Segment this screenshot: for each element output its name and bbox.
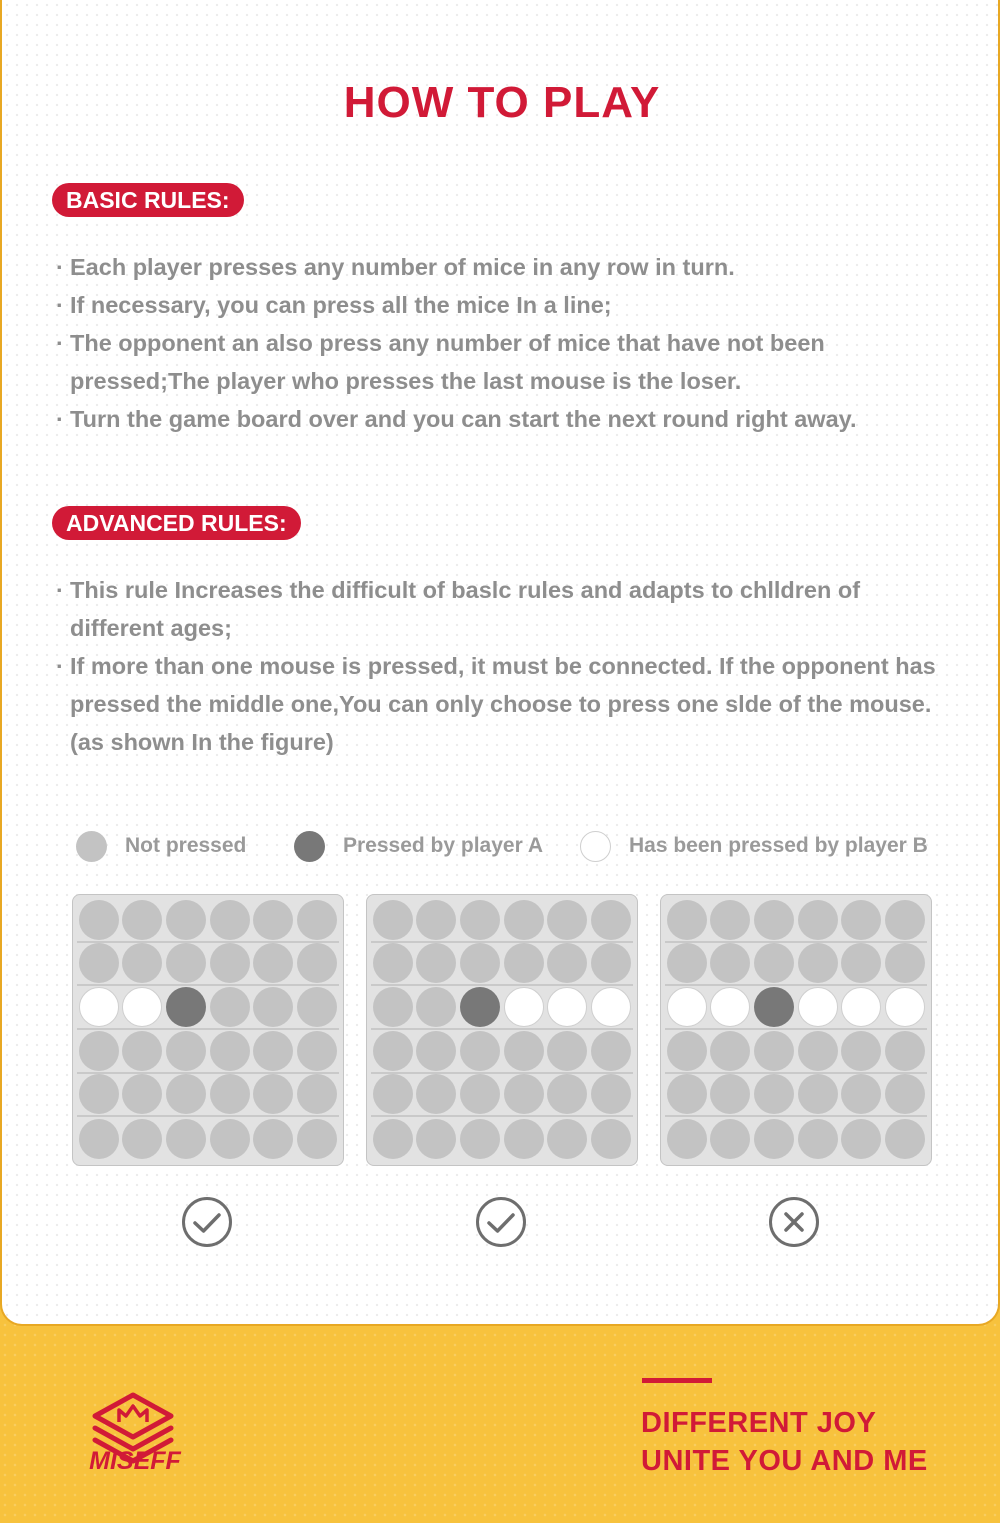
- mouse-button-not: [754, 943, 794, 983]
- mouse-button-not: [754, 900, 794, 940]
- board-cell: [752, 899, 796, 943]
- mouse-button-not: [373, 1031, 413, 1071]
- board-cell: [121, 1074, 165, 1118]
- board-cell: [121, 1117, 165, 1161]
- mouse-button-not: [460, 1031, 500, 1071]
- mouse-button-not: [122, 1031, 162, 1071]
- check-circle-icon: [475, 1196, 527, 1248]
- mouse-button-not: [460, 943, 500, 983]
- mouse-button-a: [460, 987, 500, 1027]
- board-cell: [589, 899, 633, 943]
- board-cell: [252, 899, 296, 943]
- mouse-button-not: [798, 943, 838, 983]
- mouse-button-not: [253, 900, 293, 940]
- board-cell: [415, 1030, 459, 1074]
- board-cell: [77, 1074, 121, 1118]
- board-cell: [883, 1030, 927, 1074]
- mouse-button-not: [547, 1074, 587, 1114]
- mouse-button-not: [591, 900, 631, 940]
- board-cell: [665, 1030, 709, 1074]
- mouse-button-not: [885, 1031, 925, 1071]
- mouse-button-not: [253, 1074, 293, 1114]
- board-cell: [295, 986, 339, 1030]
- board-cell: [589, 1117, 633, 1161]
- board-cell: [546, 899, 590, 943]
- mouse-button-not: [460, 1074, 500, 1114]
- board-cell: [295, 943, 339, 987]
- mouse-button-not: [79, 900, 119, 940]
- mouse-button-not: [504, 900, 544, 940]
- board-cell: [164, 1117, 208, 1161]
- board-cell: [458, 986, 502, 1030]
- board-cell: [252, 1074, 296, 1118]
- board-cell: [752, 943, 796, 987]
- check-circle-icon: [181, 1196, 233, 1248]
- legend-player-b: [580, 830, 928, 862]
- legend-not-pressed: [76, 830, 246, 862]
- mouse-button-b: [547, 987, 587, 1027]
- board-cell: [840, 986, 884, 1030]
- mouse-button-not: [297, 1119, 337, 1159]
- board-cell: [796, 1074, 840, 1118]
- mouse-button-not: [210, 900, 250, 940]
- mouse-button-not: [667, 1119, 707, 1159]
- mouse-button-not: [754, 1119, 794, 1159]
- board-cell: [295, 1074, 339, 1118]
- board-cell: [502, 1117, 546, 1161]
- board-cell: [883, 986, 927, 1030]
- mouse-button-not: [798, 1074, 838, 1114]
- board-cell: [295, 899, 339, 943]
- mouse-button-not: [210, 1031, 250, 1071]
- board-cell: [709, 899, 753, 943]
- board-cell: [208, 943, 252, 987]
- board-cell: [371, 943, 415, 987]
- board-cell: [883, 1117, 927, 1161]
- board-cell: [752, 1074, 796, 1118]
- mouse-button-not: [373, 1074, 413, 1114]
- board-cell: [883, 943, 927, 987]
- mouse-button-not: [667, 1074, 707, 1114]
- mouse-button-not: [416, 943, 456, 983]
- board-cell: [77, 1030, 121, 1074]
- mouse-button-not: [166, 1074, 206, 1114]
- mouse-button-not: [416, 1119, 456, 1159]
- player-a-dot-icon: [294, 831, 325, 862]
- mouse-button-not: [253, 1031, 293, 1071]
- mouse-button-not: [253, 987, 293, 1027]
- mouse-button-not: [710, 1031, 750, 1071]
- board-cell: [752, 1030, 796, 1074]
- board-cell: [752, 986, 796, 1030]
- basic-rules-badge: BASIC RULES:: [52, 183, 244, 217]
- board-cell: [208, 1074, 252, 1118]
- mouse-button-not: [416, 987, 456, 1027]
- mouse-button-not: [710, 943, 750, 983]
- board-cell: [77, 899, 121, 943]
- legend-label: Has been pressed by player B: [629, 834, 928, 857]
- board-cell: [371, 1117, 415, 1161]
- basic-rules-list: [56, 248, 956, 438]
- mouse-button-not: [547, 1119, 587, 1159]
- mouse-button-a: [166, 987, 206, 1027]
- player-b-dot-icon: [580, 831, 611, 862]
- mouse-button-not: [547, 943, 587, 983]
- board-cell: [371, 1074, 415, 1118]
- board-cell: [883, 1074, 927, 1118]
- mouse-button-not: [297, 1031, 337, 1071]
- mouse-button-b: [667, 987, 707, 1027]
- example-board-1: [72, 894, 344, 1166]
- legend: [2, 830, 1000, 862]
- mouse-button-b: [841, 987, 881, 1027]
- mouse-button-not: [166, 900, 206, 940]
- legend-player-a: [294, 830, 543, 862]
- mouse-button-not: [79, 1074, 119, 1114]
- mouse-button-b: [885, 987, 925, 1027]
- board-cell: [665, 943, 709, 987]
- board-cell: [502, 943, 546, 987]
- board-cell: [840, 1117, 884, 1161]
- mouse-button-not: [885, 1074, 925, 1114]
- mouse-button-not: [122, 1074, 162, 1114]
- mouse-button-not: [798, 1119, 838, 1159]
- board-cell: [796, 1117, 840, 1161]
- board-cell: [208, 986, 252, 1030]
- mouse-button-not: [710, 1074, 750, 1114]
- board-cell: [546, 1030, 590, 1074]
- mouse-button-not: [591, 943, 631, 983]
- mouse-button-not: [798, 1031, 838, 1071]
- board-cell: [665, 1117, 709, 1161]
- mouse-button-not: [460, 900, 500, 940]
- mouse-button-not: [591, 1031, 631, 1071]
- mouse-button-not: [667, 1031, 707, 1071]
- board-cell: [371, 986, 415, 1030]
- mouse-button-not: [754, 1031, 794, 1071]
- brand-name: MISEFF: [89, 1447, 181, 1475]
- mouse-button-not: [122, 1119, 162, 1159]
- board-cell: [709, 986, 753, 1030]
- mouse-button-not: [841, 943, 881, 983]
- board-cell: [252, 1030, 296, 1074]
- mouse-button-not: [297, 987, 337, 1027]
- board-cell: [252, 1117, 296, 1161]
- board-cell: [164, 943, 208, 987]
- board-cell: [502, 1030, 546, 1074]
- mouse-button-not: [297, 943, 337, 983]
- board-cell: [840, 1074, 884, 1118]
- board-cell: [502, 899, 546, 943]
- mouse-button-not: [754, 1074, 794, 1114]
- mouse-button-not: [373, 987, 413, 1027]
- board-cell: [665, 899, 709, 943]
- board-cell: [665, 986, 709, 1030]
- board-cell: [709, 1030, 753, 1074]
- x-circle-icon: [768, 1196, 820, 1248]
- board-cell: [840, 1030, 884, 1074]
- slogan-line-1: DIFFERENT JOY: [641, 1407, 877, 1439]
- mouse-button-not: [373, 943, 413, 983]
- board-cell: [252, 986, 296, 1030]
- mouse-button-not: [841, 1074, 881, 1114]
- legend-label: Not pressed: [125, 834, 247, 857]
- board-cell: [164, 1074, 208, 1118]
- mouse-button-not: [79, 943, 119, 983]
- board-cell: [121, 943, 165, 987]
- board-cell: [458, 1074, 502, 1118]
- slogan-accent-bar: [642, 1378, 712, 1383]
- mouse-button-b: [504, 987, 544, 1027]
- mouse-button-not: [373, 1119, 413, 1159]
- board-cell: [589, 943, 633, 987]
- slogan-line-2: UNITE YOU AND ME: [641, 1445, 928, 1477]
- mouse-button-not: [504, 1074, 544, 1114]
- board-cell: [415, 1117, 459, 1161]
- mouse-button-not: [166, 943, 206, 983]
- mouse-button-not: [667, 900, 707, 940]
- board-cell: [208, 899, 252, 943]
- board-cell: [589, 1074, 633, 1118]
- board-cell: [458, 943, 502, 987]
- mouse-button-not: [504, 943, 544, 983]
- board-cell: [796, 899, 840, 943]
- mouse-button-not: [710, 1119, 750, 1159]
- mouse-button-a: [754, 987, 794, 1027]
- mouse-button-not: [416, 1074, 456, 1114]
- mouse-button-not: [885, 1119, 925, 1159]
- page-title: HOW TO PLAY: [343, 78, 661, 127]
- mouse-button-not: [297, 1074, 337, 1114]
- board-cell: [883, 899, 927, 943]
- board-cell: [371, 899, 415, 943]
- basic-rule-item: · Each player presses any number of mice in any row in turn.: [56, 248, 956, 286]
- mouse-button-not: [253, 1119, 293, 1159]
- mouse-button-not: [710, 900, 750, 940]
- mouse-button-not: [841, 900, 881, 940]
- mouse-button-b: [122, 987, 162, 1027]
- mouse-button-not: [667, 943, 707, 983]
- mouse-button-not: [460, 1119, 500, 1159]
- mouse-button-not: [798, 900, 838, 940]
- board-cell: [121, 986, 165, 1030]
- board-cell: [840, 899, 884, 943]
- mouse-button-not: [210, 1074, 250, 1114]
- board-cell: [752, 1117, 796, 1161]
- mouse-button-not: [416, 1031, 456, 1071]
- board-cell: [709, 943, 753, 987]
- mouse-button-not: [210, 943, 250, 983]
- board-cell: [709, 1117, 753, 1161]
- advanced-rule-item: · This rule Increases the difficult of baslc rules and adapts to chlldren of different ages;: [56, 571, 936, 647]
- mouse-button-b: [798, 987, 838, 1027]
- board-cell: [208, 1117, 252, 1161]
- board-cell: [371, 1030, 415, 1074]
- basic-rule-item: · The opponent an also press any number of mice that have not been pressed;The player who presses the last mouse is the loser.: [56, 324, 956, 400]
- board-cell: [546, 986, 590, 1030]
- example-board-3: [660, 894, 932, 1166]
- legend-label: Pressed by player A: [343, 834, 543, 857]
- mouse-button-not: [253, 943, 293, 983]
- mouse-button-not: [122, 943, 162, 983]
- advanced-rules-list: [56, 571, 936, 761]
- board-cell: [502, 1074, 546, 1118]
- board-cell: [415, 943, 459, 987]
- mouse-button-not: [210, 987, 250, 1027]
- mouse-button-not: [166, 1031, 206, 1071]
- mouse-button-not: [504, 1031, 544, 1071]
- mouse-button-not: [547, 900, 587, 940]
- board-cell: [415, 1074, 459, 1118]
- mouse-button-not: [79, 1031, 119, 1071]
- board-cell: [796, 943, 840, 987]
- basic-rule-item: · Turn the game board over and you can start the next round right away.: [56, 400, 956, 438]
- mouse-button-not: [297, 900, 337, 940]
- mouse-button-b: [710, 987, 750, 1027]
- mouse-button-not: [210, 1119, 250, 1159]
- board-cell: [415, 986, 459, 1030]
- board-cell: [589, 1030, 633, 1074]
- board-cell: [589, 986, 633, 1030]
- mouse-button-not: [373, 900, 413, 940]
- board-cell: [295, 1117, 339, 1161]
- board-cell: [295, 1030, 339, 1074]
- board-cell: [77, 1117, 121, 1161]
- board-cell: [502, 986, 546, 1030]
- board-cell: [77, 986, 121, 1030]
- board-cell: [415, 899, 459, 943]
- mouse-button-not: [416, 900, 456, 940]
- board-cell: [665, 1074, 709, 1118]
- mouse-button-not: [591, 1074, 631, 1114]
- mouse-button-not: [885, 943, 925, 983]
- board-cell: [121, 1030, 165, 1074]
- board-cell: [796, 1030, 840, 1074]
- board-cell: [252, 943, 296, 987]
- mouse-button-not: [591, 1119, 631, 1159]
- mouse-button-not: [885, 900, 925, 940]
- mouse-button-b: [591, 987, 631, 1027]
- board-cell: [840, 943, 884, 987]
- board-cell: [709, 1074, 753, 1118]
- mouse-button-not: [841, 1119, 881, 1159]
- mouse-button-not: [841, 1031, 881, 1071]
- mouse-button-not: [166, 1119, 206, 1159]
- board-cell: [164, 986, 208, 1030]
- board-cell: [546, 1074, 590, 1118]
- board-cell: [546, 943, 590, 987]
- board-cell: [546, 1117, 590, 1161]
- board-cell: [121, 899, 165, 943]
- mouse-button-not: [122, 900, 162, 940]
- basic-rule-item: · If necessary, you can press all the mice In a line;: [56, 286, 956, 324]
- not-pressed-dot-icon: [76, 831, 107, 862]
- mouse-button-not: [504, 1119, 544, 1159]
- board-cell: [77, 943, 121, 987]
- board-cell: [796, 986, 840, 1030]
- board-cell: [458, 1030, 502, 1074]
- example-board-2: [366, 894, 638, 1166]
- board-cell: [458, 1117, 502, 1161]
- board-cell: [208, 1030, 252, 1074]
- board-cell: [164, 899, 208, 943]
- mouse-button-not: [547, 1031, 587, 1071]
- board-cell: [458, 899, 502, 943]
- mouse-button-b: [79, 987, 119, 1027]
- advanced-rules-badge: ADVANCED RULES:: [52, 506, 301, 540]
- board-cell: [164, 1030, 208, 1074]
- mouse-button-not: [79, 1119, 119, 1159]
- advanced-rule-item: · If more than one mouse is pressed, it must be connected. If the opponent has pressed the middle one,You can only choose to press one slde of the mouse. (as shown In the figure): [56, 647, 936, 761]
